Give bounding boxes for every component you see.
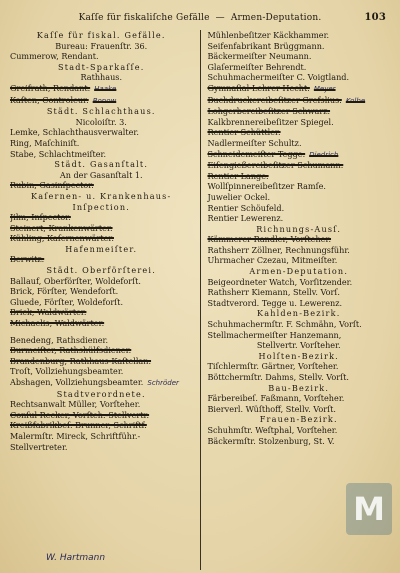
line-text: Abshagen, Vollziehungsbeamter. <box>10 377 144 387</box>
line-text: Bierverl. Wüſthoff, Stellv. Vorſt. <box>207 403 336 414</box>
line-text: Cummerow, Rendant. <box>10 51 99 62</box>
text-line <box>10 51 193 62</box>
text-line <box>207 127 390 138</box>
text-line <box>207 340 390 351</box>
text-line <box>10 399 193 410</box>
line-text: Bau-Bezirk. <box>268 382 330 393</box>
text-line <box>207 425 390 436</box>
line-text: Malermſtr. Mireck, Schriftführ.- <box>10 430 141 441</box>
line-text: Mühlenbeſitzer Käckhammer. <box>207 30 330 40</box>
section-title: Armen-Deputation. <box>230 13 322 23</box>
text-line <box>207 192 390 203</box>
line-text: Ballauf, Oberförſter, Woldeforſt. <box>10 275 141 286</box>
text-line <box>207 383 390 394</box>
text-line <box>10 244 193 255</box>
line-text: Kalkbrennereibeſitzer Spiegel. <box>207 116 334 127</box>
line-text: Richnungs-Ausſ. <box>256 223 342 234</box>
line-text: Rubin, Gasinſpector. <box>10 180 94 191</box>
line-text: Berwitz. <box>10 254 45 265</box>
text-line <box>10 233 193 244</box>
text-line <box>10 149 193 160</box>
line-text: Steinert, Krankenwärter. <box>10 222 113 233</box>
text-line <box>10 297 193 308</box>
line-text: Rathsherr Kiemann, Stellv. Vorſ. <box>207 287 340 298</box>
text-line <box>207 372 390 383</box>
line-text: Rentier Lewerenz. <box>207 213 284 224</box>
text-line <box>10 318 193 329</box>
line-text: Hafenmeiſter. <box>65 243 138 254</box>
line-text: Kaſſe für fiskal. Gefälle. <box>36 30 166 40</box>
line-text: Frauen-Bezirk. <box>259 414 338 425</box>
text-line <box>10 335 193 346</box>
text-line <box>207 308 390 319</box>
text-line <box>10 265 193 276</box>
line-text: Conſul Recker, Vorſteh.-Stellvertr. <box>10 409 150 420</box>
text-line <box>10 389 193 400</box>
text-line <box>10 254 193 265</box>
text-line <box>10 83 193 95</box>
text-line <box>207 106 390 117</box>
line-text: Jilm, Inſpector. <box>10 212 71 223</box>
handwritten-note: Haake <box>94 84 117 93</box>
text-line <box>10 356 193 367</box>
line-text: Rathhaus. <box>80 72 123 83</box>
text-line <box>10 170 193 181</box>
text-line <box>10 286 193 297</box>
line-text: Nicoloiſtr. 3. <box>75 116 127 127</box>
line-text: Brick, Waldwärter. <box>10 307 87 318</box>
line-text: Wollſpinnereibeſitzer Ramſe. <box>207 181 326 192</box>
text-line <box>10 41 193 52</box>
handwritten-note: Bonow <box>92 96 117 105</box>
text-line <box>10 442 193 453</box>
line-text: Holſten-Bezirk. <box>258 350 339 361</box>
line-text: Michaelis, Waldwärter. <box>10 318 105 329</box>
text-line <box>207 171 390 182</box>
line-text: Buchdruckereibeſitzer Grefslius. <box>207 94 342 105</box>
text-line <box>207 266 390 277</box>
text-line <box>10 127 193 138</box>
text-line <box>10 95 193 107</box>
text-line <box>207 298 390 309</box>
text-line <box>207 138 390 149</box>
line-text: Rentier Lange. <box>207 170 269 181</box>
text-line <box>207 393 390 404</box>
page-number: 103 <box>364 12 386 23</box>
text-line <box>207 277 390 288</box>
header-dash: — <box>215 13 225 23</box>
line-text: Lemke, Schlachthausverwalter. <box>10 127 139 138</box>
text-line <box>10 72 193 83</box>
line-text: Schuhmachermeiſter C. Voigtland. <box>207 72 350 83</box>
line-text: Rechtsanwalt Müller, Vorſteher. <box>10 399 141 410</box>
handwritten-note: Meyer <box>313 84 336 93</box>
text-line <box>207 330 390 341</box>
text-line <box>207 95 390 107</box>
text-line <box>207 203 390 214</box>
line-text: Färbereibeſ. Faßmann, Vorſteher. <box>207 393 345 404</box>
line-text: Juwelier Ockel. <box>207 191 271 202</box>
text-line <box>10 62 193 73</box>
text-line <box>207 234 390 245</box>
line-text: Seifenfabrikant Brüggmann. <box>207 40 325 51</box>
text-line <box>207 117 390 128</box>
line-text: Städt. Gasanſtalt. <box>54 159 149 170</box>
line-text: Beigeordneter Watch, Vorſitzender. <box>207 276 353 287</box>
line-text: Stabe, Schlachtmeiſter. <box>10 148 107 159</box>
line-text: Schneidemeiſter Tegge. <box>207 148 306 159</box>
line-text: Tiſchlermſtr. Gärtner, Vorſteher. <box>207 361 339 372</box>
line-text: Troſt, Vollziehungsbeamter. <box>10 366 124 377</box>
text-line <box>10 431 193 442</box>
text-line <box>10 30 193 41</box>
line-text: Kaſten, Controleur. <box>10 94 89 105</box>
text-line <box>10 345 193 356</box>
line-text: Benedeng, Rathsdiener. <box>10 334 109 345</box>
line-text: An der Gasanſtalt 1. <box>59 169 143 180</box>
text-line <box>10 410 193 421</box>
text-line <box>207 41 390 52</box>
text-line <box>207 351 390 362</box>
text-line <box>10 420 193 431</box>
text-line <box>10 191 193 202</box>
line-text: Ring, Maſchiniſt. <box>10 137 80 148</box>
text-line <box>207 83 390 95</box>
line-text: Schuhmachermſtr. F. Schmähn, Vorſt. <box>207 319 362 330</box>
text-line <box>207 149 390 161</box>
text-line <box>207 181 390 192</box>
text-line <box>207 414 390 425</box>
handwritten-signature: W. Hartmann <box>46 553 106 563</box>
line-text: Kämmerer Randler, Vorſteher. <box>207 234 332 245</box>
text-line <box>207 213 390 224</box>
text-line <box>10 212 193 223</box>
line-text: Städt. Oberförſterei. <box>46 265 156 276</box>
line-text: Stadt-Sparkaſſe. <box>58 61 145 72</box>
text-line <box>10 106 193 117</box>
line-text: Städt. Schlachthaus. <box>46 106 156 117</box>
line-text: Brandenburg, Rathhaus-Kaſtellan. <box>10 355 152 366</box>
line-text: Rentier Schöufeld. <box>207 202 285 213</box>
text-line <box>10 202 193 213</box>
line-text: Bäckermeiſter Neumann. <box>207 51 312 62</box>
line-text: Lohgerbereibeſitzer Schwarz. <box>207 106 331 117</box>
library-stamp: M <box>346 483 392 535</box>
text-line <box>207 62 390 73</box>
line-text: Gluede, Förſter, Woldeforſt. <box>10 296 124 307</box>
line-text: Stellvertr. Vorſteher. <box>256 340 341 351</box>
line-text: Nadlermeiſter Schultz. <box>207 137 302 148</box>
line-text: Kühling, Kaſernenwärter. <box>10 233 114 244</box>
text-line <box>207 436 390 447</box>
text-line <box>10 366 193 377</box>
line-text: Bureau: Frauenſtr. 36. <box>55 40 148 51</box>
text-line <box>10 117 193 128</box>
line-text: Böttchermſtr. Dahms, Stellv. Vorſt. <box>207 372 349 382</box>
line-text: Schuhmſtr. Weſtphal, Vorſteher. <box>207 424 338 435</box>
line-text: Stellvertreter. <box>10 441 68 452</box>
handwritten-note: Diedrich <box>309 150 339 159</box>
line-text: Bäckermſtr. Stolzenburg, St. V. <box>207 435 335 446</box>
line-text: Gymnaſial-Lehrer Hecht. <box>207 82 310 93</box>
text-line <box>10 307 193 318</box>
line-text: Kreißfabrikbeſ. Brunner, Schriftf. <box>10 420 147 431</box>
text-line <box>10 180 193 191</box>
line-text: Kahlden-Bezirk. <box>256 308 341 319</box>
left-column <box>10 30 197 570</box>
text-line <box>207 404 390 415</box>
line-text: Armen-Deputation. <box>249 266 349 277</box>
text-line <box>10 377 193 389</box>
text-line <box>207 319 390 330</box>
text-line <box>207 361 390 372</box>
text-line <box>10 223 193 234</box>
text-line <box>207 287 390 298</box>
line-text: Stadtverordnete. <box>56 388 146 399</box>
text-line <box>207 51 390 62</box>
handwritten-note: Kolbe <box>345 96 366 105</box>
text-line <box>10 276 193 287</box>
text-line <box>207 30 390 41</box>
running-title: Kaſſe für fiskaliſche Gefälle <box>78 13 210 23</box>
text-line <box>10 159 193 170</box>
line-text: Stadtverord. Tegge u. Lewerenz. <box>207 297 343 308</box>
line-text: Brick, Förſter, Wendeforſt. <box>10 286 119 297</box>
line-text: Uhrmacher Czezau, Mitmeiſter. <box>207 255 338 266</box>
text-line <box>207 255 390 266</box>
page-header <box>10 10 390 26</box>
text-line <box>207 160 390 171</box>
line-text: Glaſermeiſter Behrendt. <box>207 61 307 72</box>
line-text: Eiſengießereibeſitzer Schumann. <box>207 160 344 171</box>
line-text: Rentier Schüttler. <box>207 127 281 138</box>
line-text: Stellmachermeiſter Hanzemann, <box>207 329 342 340</box>
line-text: Rathsherr Zöllner, Rechnungsführ. <box>207 244 350 255</box>
text-line <box>207 224 390 235</box>
line-text: Kaſernen- u. Krankenhaus- <box>31 190 172 201</box>
column-divider <box>200 30 201 570</box>
line-text: Burmeiſter, Rathshülfsdiener. <box>10 345 132 356</box>
handwritten-note: Schröder <box>147 379 179 387</box>
text-line <box>207 245 390 256</box>
text-line <box>10 138 193 149</box>
line-text: Greifrath, Rendant. <box>10 82 91 93</box>
text-line <box>207 72 390 83</box>
line-text: Inſpection. <box>72 201 131 212</box>
